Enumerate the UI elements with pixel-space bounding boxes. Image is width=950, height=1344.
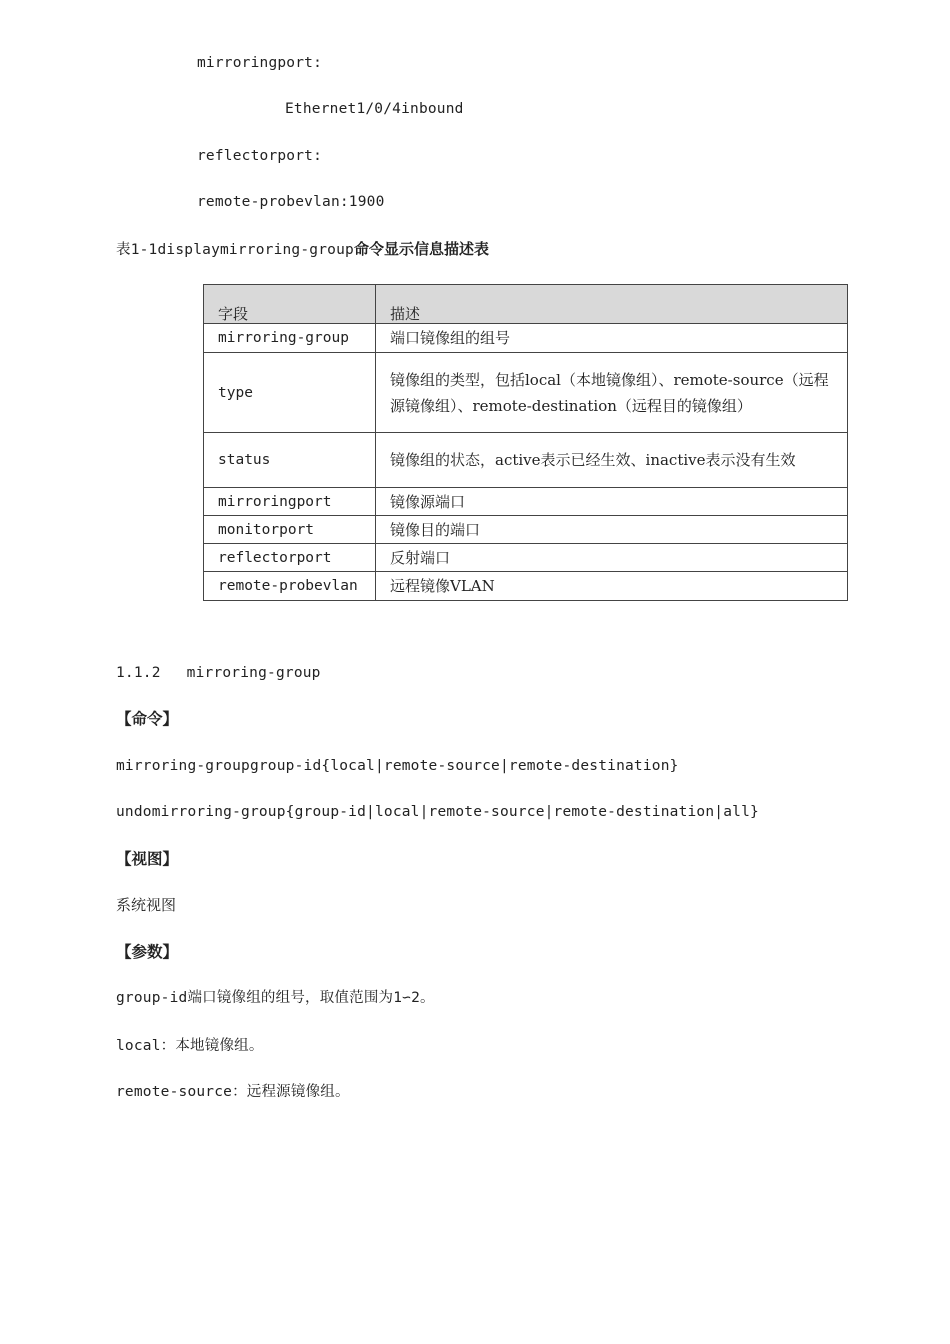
table-header-desc: 描述 bbox=[376, 285, 848, 324]
section-number: 1.1.2 bbox=[116, 665, 161, 681]
table-row bbox=[204, 516, 848, 544]
view-heading: 【视图】 bbox=[116, 850, 179, 868]
output-mirroring-port-label: mirroringport: bbox=[197, 55, 323, 71]
table-cell-desc: 镜像组的类型，包括local（本地镜像组）、remote-source（远程源镜像组）、remote-destination（远程目的镜像组） bbox=[376, 353, 848, 433]
table-cell-desc: 反射端口 bbox=[376, 544, 848, 572]
table-row bbox=[204, 433, 848, 488]
table-cell-desc: 镜像目的端口 bbox=[376, 516, 848, 544]
table-cell-field: remote-probevlan bbox=[204, 572, 376, 601]
table-row bbox=[204, 324, 848, 353]
params-heading: 【参数】 bbox=[116, 943, 179, 961]
view-text: 系统视图 bbox=[116, 896, 177, 914]
table-cell-desc: 端口镜像组的组号 bbox=[376, 324, 848, 353]
table-row bbox=[204, 488, 848, 516]
table-cell-field: type bbox=[204, 353, 376, 433]
table-cell-field: status bbox=[204, 433, 376, 488]
command-line: undomirroring-group{group-id|local|remote-source|remote-destination|all} bbox=[116, 804, 759, 820]
table-cell-desc: 镜像组的状态，active表示已经生效、inactive表示没有生效 bbox=[376, 433, 848, 488]
command-heading: 【命令】 bbox=[116, 710, 179, 728]
output-mirroring-port-value: Ethernet1/0/4inbound bbox=[285, 101, 464, 117]
table-header-row bbox=[204, 285, 848, 324]
table-cell-field: reflectorport bbox=[204, 544, 376, 572]
table-caption-suffix: 命令显示信息描述表 bbox=[353, 240, 489, 258]
section-title: mirroring-group bbox=[186, 665, 321, 681]
table-row bbox=[204, 544, 848, 572]
output-reflector-port-label: reflectorport: bbox=[197, 148, 323, 164]
table-cell-field: mirroringport bbox=[204, 488, 376, 516]
command-line: mirroring-groupgroup-id{local|remote-source|remote-destination} bbox=[116, 758, 679, 774]
table-cell-field: monitorport bbox=[204, 516, 376, 544]
param-item: group-id端口镜像组的组号，取值范围为1∽2。 bbox=[116, 990, 435, 1006]
table-row bbox=[204, 353, 848, 433]
table-row bbox=[204, 572, 848, 601]
section-heading bbox=[116, 663, 321, 683]
param-item: remote-source：远程源镜像组。 bbox=[116, 1084, 350, 1100]
table-cell-desc: 镜像源端口 bbox=[376, 488, 848, 516]
table-caption bbox=[116, 239, 489, 260]
output-remote-probe-vlan: remote-probevlan:1900 bbox=[197, 194, 385, 210]
table-cell-field: mirroring-group bbox=[204, 324, 376, 353]
table-caption-prefix: 表1-1displaymirroring-group bbox=[116, 242, 354, 258]
table-header-field: 字段 bbox=[204, 285, 376, 324]
description-table bbox=[203, 284, 848, 601]
table-cell-desc: 远程镜像VLAN bbox=[376, 572, 848, 601]
param-item: local：本地镜像组。 bbox=[116, 1038, 264, 1054]
